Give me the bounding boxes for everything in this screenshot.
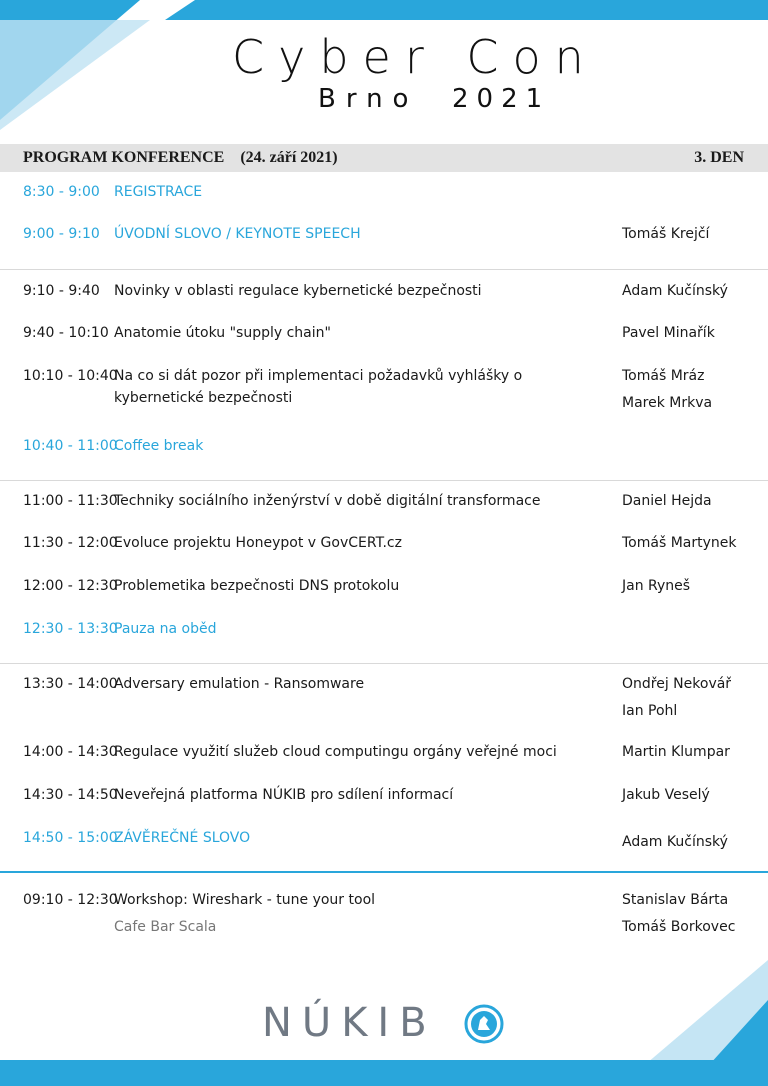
speaker-name: Jakub Veselý xyxy=(622,787,710,803)
speaker-name: Stanislav Bárta xyxy=(622,892,729,908)
row-title: ZÁVĚREČNÉ SLOVO xyxy=(114,830,251,846)
row-time: 10:40 - 11:00 xyxy=(23,438,118,454)
row-title: Pauza na oběd xyxy=(114,621,217,637)
row-speakers xyxy=(622,741,730,768)
workshop-time: 09:10 - 12:30 xyxy=(23,892,118,908)
row-title: Adversary emulation - Ransomware xyxy=(114,676,365,692)
logo-year: 2021 xyxy=(452,84,551,114)
row-speakers xyxy=(622,784,710,811)
row-speakers xyxy=(622,280,728,307)
section-divider xyxy=(0,480,768,481)
header-title: PROGRAM KONFERENCE (24. září 2021) xyxy=(23,149,338,166)
speaker-name: Pavel Minařík xyxy=(622,325,715,341)
logo-title: Cyber Con xyxy=(232,30,598,84)
row-speakers xyxy=(622,223,709,250)
speaker-name: Ian Pohl xyxy=(622,703,678,719)
row-title: Novinky v oblasti regulace kybernetické bezpečnosti xyxy=(114,283,482,299)
row-title: Problemetika bezpečnosti DNS protokolu xyxy=(114,578,400,594)
row-time: 14:50 - 15:00 xyxy=(23,830,118,846)
logo-city: Brno xyxy=(318,84,419,114)
row-time: 13:30 - 14:00 xyxy=(23,676,118,692)
row-title: Regulace využití služeb cloud computingu orgány veřejné moci xyxy=(114,744,557,760)
row-title: REGISTRACE xyxy=(114,184,203,200)
row-time: 8:30 - 9:00 xyxy=(23,184,100,200)
row-speakers xyxy=(622,831,728,858)
row-time: 12:00 - 12:30 xyxy=(23,578,118,594)
speaker-name: Ondřej Nekovář xyxy=(622,676,732,692)
speaker-name: Adam Kučínský xyxy=(622,283,728,299)
row-speakers xyxy=(622,322,715,349)
row-time: 9:00 - 9:10 xyxy=(23,226,100,242)
workshop-divider xyxy=(0,871,768,873)
program-header xyxy=(0,144,768,172)
cybercon-logo xyxy=(0,0,768,140)
row-speakers xyxy=(622,365,712,419)
row-title: Techniky sociálního inženýrství v době digitální transformace xyxy=(114,493,541,509)
section-divider xyxy=(0,663,768,664)
speaker-name: Jan Ryneš xyxy=(622,578,691,594)
speaker-name: Adam Kučínský xyxy=(622,834,728,850)
row-speakers xyxy=(622,532,736,559)
row-title: ÚVODNÍ SLOVO / KEYNOTE SPEECH xyxy=(114,226,361,242)
speaker-name: Tomáš Mráz xyxy=(622,368,705,384)
speaker-name: Tomáš Borkovec xyxy=(622,919,736,935)
row-speakers xyxy=(622,490,712,517)
row-title: Evoluce projektu Honeypot v GovCERT.cz xyxy=(114,535,402,551)
speaker-name: Tomáš Martynek xyxy=(622,535,737,551)
row-speakers xyxy=(622,575,690,602)
speaker-name: Marek Mrkva xyxy=(622,395,713,411)
row-time: 10:10 - 10:40 xyxy=(23,368,118,384)
header-day: 3. DEN xyxy=(694,149,744,166)
row-time: 11:30 - 12:00 xyxy=(23,535,118,551)
row-speakers xyxy=(622,673,731,727)
speaker-name: Daniel Hejda xyxy=(622,493,712,509)
speaker-name: Martin Klumpar xyxy=(622,744,730,760)
row-title: Na co si dát pozor při implementaci požadavků vyhlášky o kybernetické bezpečnosti xyxy=(114,368,523,406)
row-title: Neveřejná platforma NÚKIB pro sdílení informací xyxy=(114,787,454,803)
section-divider xyxy=(0,269,768,270)
row-time: 11:00 - 11:30 xyxy=(23,493,118,509)
workshop-title: Workshop: Wireshark - tune your tool xyxy=(114,892,376,908)
row-time: 9:40 - 10:10 xyxy=(23,325,109,341)
row-time: 14:00 - 14:30 xyxy=(23,744,118,760)
workshop-location: Cafe Bar Scala xyxy=(114,919,217,935)
row-time: 14:30 - 14:50 xyxy=(23,787,118,803)
nukib-emblem-icon xyxy=(464,1004,504,1044)
workshop-speakers xyxy=(622,889,735,943)
footer-brand: NÚKIB xyxy=(262,1000,437,1046)
row-time: 9:10 - 9:40 xyxy=(23,283,100,299)
row-title: Coffee break xyxy=(114,438,204,454)
row-time: 12:30 - 13:30 xyxy=(23,621,118,637)
speaker-name: Tomáš Krejčí xyxy=(622,226,710,242)
row-title: Anatomie útoku "supply chain" xyxy=(114,325,331,341)
